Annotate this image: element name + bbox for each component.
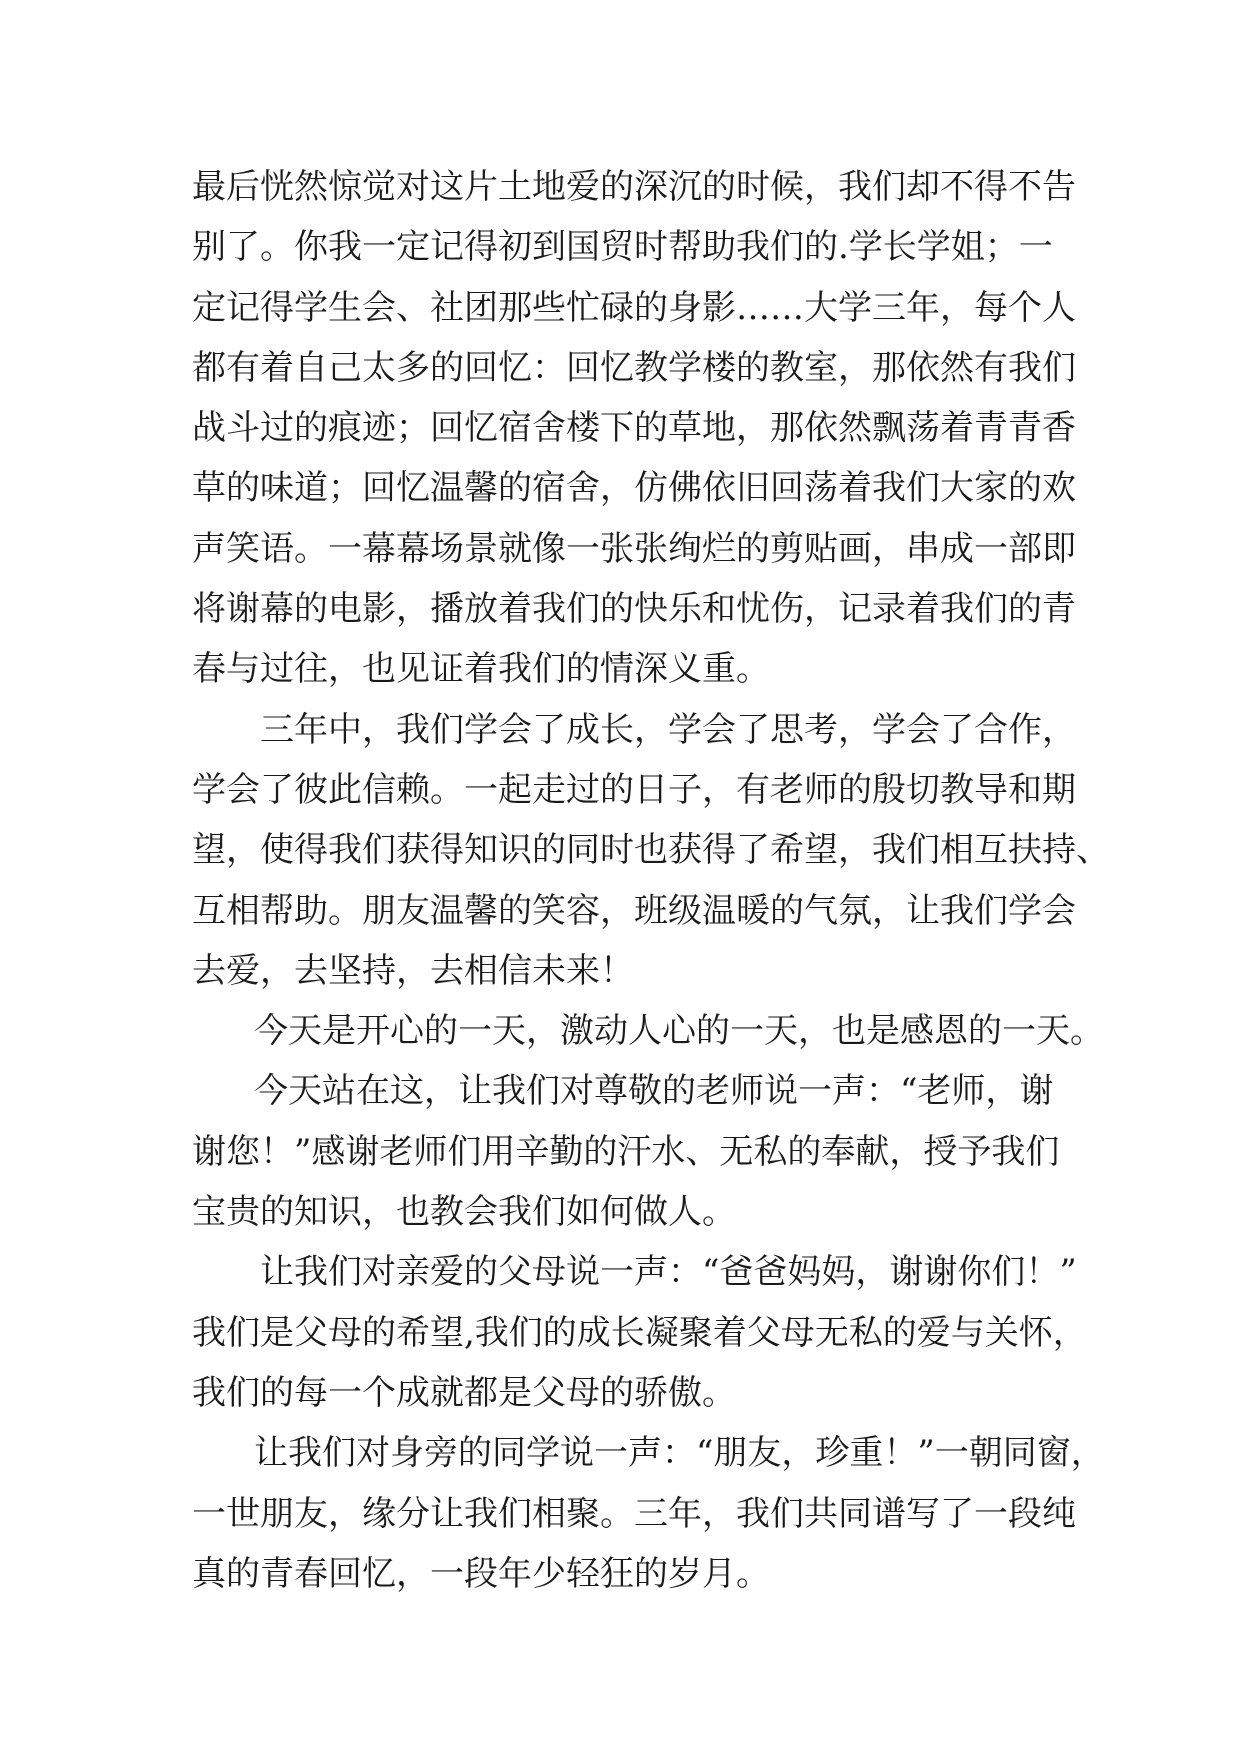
text-line: 谢您！”感谢老师们用辛勤的汗水、无私的奉献，授予我们 — [192, 1131, 1060, 1172]
text-line: 春与过往，也见证着我们的情深义重。 — [192, 649, 770, 690]
text-line: 战斗过的痕迹；回忆宿舍楼下的草地，那依然飘荡着青青香 — [192, 408, 1076, 449]
text-line: 学会了彼此信赖。一起走过的日子，有老师的殷切教导和期 — [192, 769, 1076, 810]
text-line: 草的味道；回忆温馨的宿舍，仿佛依旧回荡着我们大家的欢 — [192, 468, 1076, 509]
paragraph-first-line: 今天是开心的一天，激动人心的一天，也是感恩的一天。 — [254, 1011, 1104, 1052]
text-line: 都有着自己太多的回忆：回忆教学楼的教室，那依然有我们 — [192, 347, 1076, 388]
text-line: 去爱，去坚持，去相信未来！ — [192, 950, 634, 991]
text-line: 将谢幕的电影，播放着我们的快乐和忧伤，记录着我们的青 — [192, 589, 1076, 630]
text-line: 最后恍然惊觉对这片土地爱的深沉的时候，我们却不得不告 — [192, 167, 1076, 207]
text-line: 望，使得我们获得知识的同时也获得了希望，我们相互扶持、 — [192, 830, 1110, 871]
document-body — [192, 157, 1110, 1604]
text-line: 定记得学生会、社团那些忙碌的身影……大学三年，每个人 — [192, 287, 1076, 328]
text-line: 我们是父母的希望,我们的成长凝聚着父母无私的爱与关怀， — [192, 1312, 1087, 1353]
paragraph-first-line: 让我们对身旁的同学说一声：“朋友，珍重！”一朝同窗， — [254, 1433, 1105, 1474]
paragraph-first-line: 让我们对亲爱的父母说一声：“爸爸妈妈，谢谢你们！” — [260, 1252, 1077, 1293]
text-line: 一世朋友，缘分让我们相聚。三年，我们共同谱写了一段纯 — [192, 1493, 1076, 1534]
text-line: 我们的每一个成就都是父母的骄傲。 — [192, 1372, 736, 1413]
text-line: 互相帮助。朋友温馨的笑容，班级温暖的气氛，让我们学会 — [192, 890, 1076, 931]
text-line: 真的青春回忆，一段年少轻狂的岁月。 — [192, 1553, 770, 1594]
paragraph-first-line: 三年中，我们学会了成长，学会了思考，学会了合作， — [260, 709, 1076, 750]
text-line: 声笑语。一幕幕场景就像一张张绚烂的剪贴画，串成一部即 — [192, 528, 1076, 569]
text-line: 宝贵的知识，也教会我们如何做人。 — [192, 1192, 736, 1233]
text-line: 别了。你我一定记得初到国贸时帮助我们的.学长学姐；一 — [192, 227, 1053, 268]
paragraph-first-line: 今天站在这，让我们对尊敬的老师说一声：“老师，谢 — [254, 1071, 1054, 1112]
